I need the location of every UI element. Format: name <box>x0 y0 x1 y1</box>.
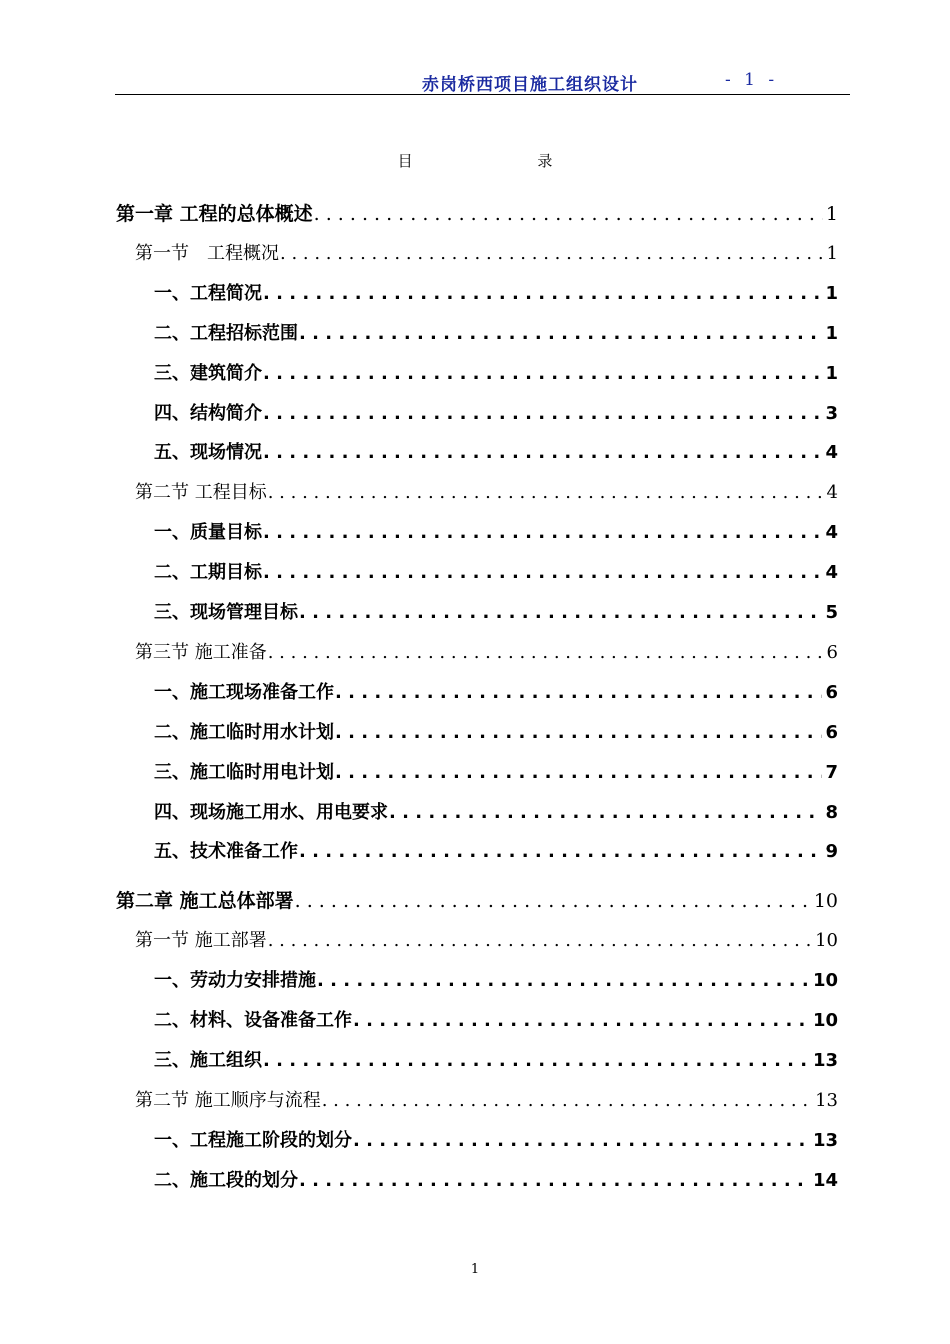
toc-entry-label: 一、劳动力安排措施 <box>154 970 316 992</box>
toc-entry-label: 第一章 工程的总体概述 <box>116 203 313 225</box>
dot-leader <box>317 970 810 991</box>
dot-leader <box>268 482 824 503</box>
toc-entry-label: 二、工程招标范围 <box>154 322 298 344</box>
toc-entry-item[interactable] <box>154 718 838 744</box>
dot-leader <box>263 562 822 583</box>
toc-entry-page-number: 7 <box>825 761 838 783</box>
toc-entry-item[interactable] <box>154 558 838 584</box>
dot-leader <box>295 890 811 912</box>
toc-entry-item[interactable] <box>154 758 838 784</box>
toc-entry-page-number: 4 <box>825 562 838 584</box>
toc-entry-label: 三、建筑简介 <box>154 362 262 384</box>
toc-entry-page-number: 13 <box>812 1129 838 1151</box>
dot-leader <box>299 1170 810 1191</box>
toc-entry-page-number: 4 <box>826 482 838 504</box>
toc-entry-label: 第二章 施工总体部署 <box>116 890 294 913</box>
toc-entry-page-number: 1 <box>825 203 838 225</box>
toc-entry-label: 二、材料、设备准备工作 <box>154 1010 352 1031</box>
toc-entry-section[interactable] <box>135 638 838 664</box>
dot-leader <box>389 802 822 823</box>
dot-leader <box>299 323 822 344</box>
dot-leader <box>280 243 824 264</box>
dot-leader <box>263 283 822 304</box>
dot-leader <box>353 1010 810 1031</box>
toc-entry-page-number: 10 <box>815 930 838 952</box>
toc-entry-label: 第一节 工程概况 <box>135 242 279 264</box>
toc-entry-item[interactable] <box>154 359 838 385</box>
toc-entry-item[interactable] <box>154 966 838 992</box>
toc-entry-page-number: 10 <box>812 970 838 992</box>
toc-entry-item[interactable] <box>154 438 838 464</box>
toc-entry-page-number: 1 <box>825 282 838 304</box>
toc-entry-page-number: 6 <box>825 721 838 743</box>
toc-entry-label: 三、现场管理目标 <box>154 602 298 623</box>
toc-entry-item[interactable] <box>154 319 838 345</box>
dot-leader <box>335 682 822 703</box>
toc-entry-item[interactable] <box>154 518 838 544</box>
dot-leader <box>314 203 823 225</box>
toc-entry-item[interactable] <box>154 798 838 824</box>
dot-leader <box>268 930 812 951</box>
header-title: 赤岗桥西项目施工组织设计 <box>422 75 638 95</box>
toc-entry-item[interactable] <box>154 598 838 624</box>
toc-entry-label: 第二节 施工顺序与流程 <box>135 1089 321 1111</box>
toc-entry-page-number: 1 <box>825 362 838 384</box>
toc-entry-label: 二、施工临时用水计划 <box>154 721 334 743</box>
dot-leader <box>263 363 822 384</box>
toc-entry-label: 一、工程施工阶段的划分 <box>154 1129 352 1151</box>
dot-leader <box>335 762 822 783</box>
toc-entry-page-number: 8 <box>825 801 838 823</box>
toc-entry-page-number: 4 <box>825 442 838 464</box>
toc-entry-section[interactable] <box>135 1086 838 1112</box>
toc-entry-page-number: 6 <box>826 641 838 663</box>
toc-entry-item[interactable] <box>154 279 838 305</box>
toc-entry-page-number: 5 <box>825 602 838 623</box>
toc-entry-item[interactable] <box>154 399 838 425</box>
toc-entry-label: 一、施工现场准备工作 <box>154 681 334 703</box>
toc-entry-label: 一、工程简况 <box>154 282 262 304</box>
toc-entry-item[interactable] <box>154 1126 838 1152</box>
header-page-number: - 1 - <box>725 70 779 90</box>
toc-entry-page-number: 14 <box>812 1169 838 1191</box>
toc-title: 目 录 <box>397 152 613 170</box>
toc-entry-page-number: 10 <box>812 1010 838 1031</box>
running-header <box>115 66 850 95</box>
toc-entry-page-number: 13 <box>815 1089 838 1111</box>
dot-leader <box>263 522 822 543</box>
toc-entry-label: 一、质量目标 <box>154 522 262 544</box>
toc-entry-page-number: 6 <box>825 681 838 703</box>
toc-entry-label: 四、现场施工用水、用电要求 <box>154 801 388 823</box>
toc-entry-section[interactable] <box>135 926 838 952</box>
toc-entry-page-number: 3 <box>825 402 838 424</box>
toc-entry-label: 四、结构简介 <box>154 402 262 424</box>
dot-leader <box>263 442 822 463</box>
toc-entry-label: 五、现场情况 <box>154 442 262 464</box>
toc-entry-page-number: 10 <box>813 890 838 913</box>
toc-entry-section[interactable] <box>135 239 838 265</box>
dot-leader <box>263 403 822 424</box>
dot-leader <box>322 1090 812 1111</box>
toc-entry-chapter[interactable] <box>116 886 838 913</box>
toc-entry-page-number: 4 <box>825 522 838 544</box>
dot-leader <box>299 841 822 862</box>
toc-entry-label: 三、施工组织 <box>154 1049 262 1071</box>
toc-entry-label: 五、技术准备工作 <box>154 841 298 863</box>
dot-leader <box>263 1050 810 1071</box>
toc-entry-item[interactable] <box>154 1046 838 1072</box>
toc-entry-label: 二、工期目标 <box>154 562 262 584</box>
dot-leader <box>353 1130 810 1151</box>
toc-entry-label: 三、施工临时用电计划 <box>154 761 334 783</box>
footer-page-number: 1 <box>470 1262 480 1277</box>
toc-entry-page-number: 9 <box>825 841 838 863</box>
toc-entry-item[interactable] <box>154 678 838 704</box>
toc-entry-label: 第一节 施工部署 <box>135 930 267 952</box>
toc-entry-chapter[interactable] <box>116 199 838 226</box>
toc-entry-page-number: 1 <box>825 322 838 344</box>
toc-entry-item[interactable] <box>154 1166 838 1192</box>
toc-entry-page-number: 1 <box>826 242 838 264</box>
toc-entry-item[interactable] <box>154 837 838 863</box>
toc-entry-section[interactable] <box>135 478 838 504</box>
dot-leader <box>268 642 824 663</box>
toc-entry-label: 第二节 工程目标 <box>135 482 267 504</box>
dot-leader <box>299 602 822 623</box>
toc-entry-item[interactable] <box>154 1006 838 1032</box>
toc-entry-page-number: 13 <box>812 1049 838 1071</box>
dot-leader <box>335 722 822 743</box>
toc-entry-label: 二、施工段的划分 <box>154 1169 298 1191</box>
toc-entry-label: 第三节 施工准备 <box>135 641 267 663</box>
